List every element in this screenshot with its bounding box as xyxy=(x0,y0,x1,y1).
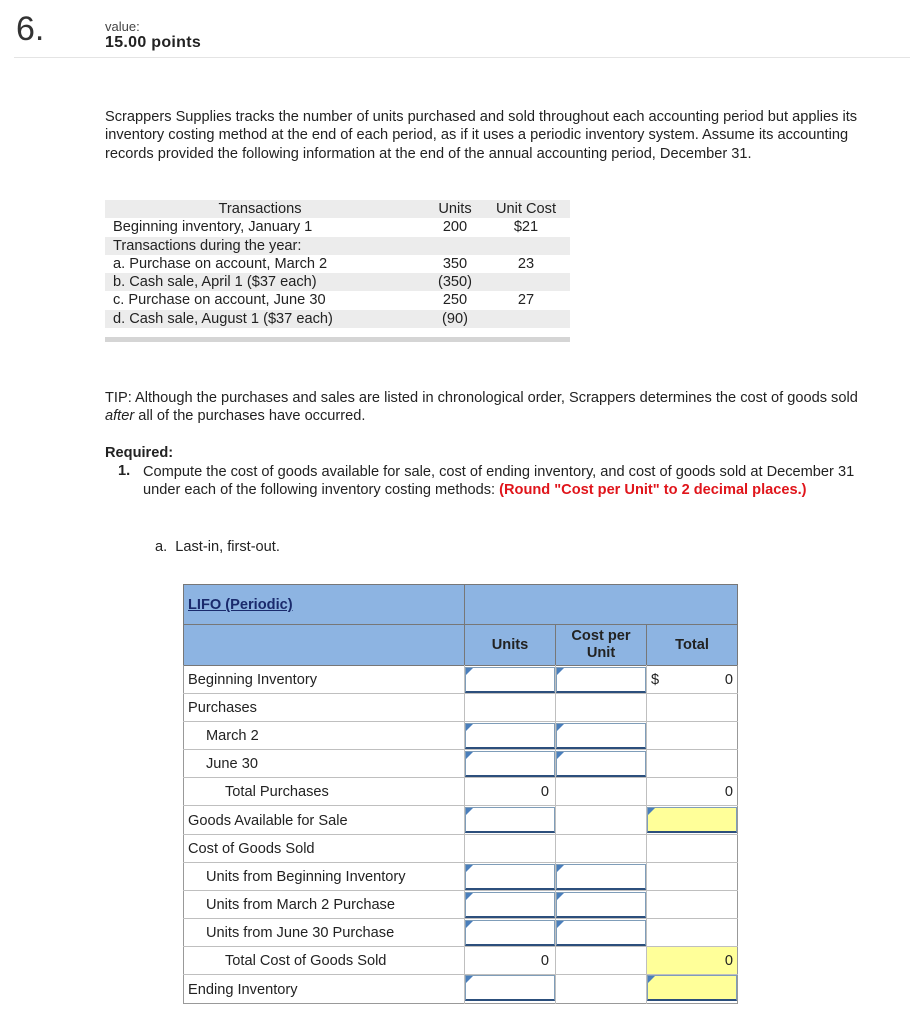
transaction-label: d. Cash sale, August 1 ($37 each) xyxy=(113,310,333,327)
header-divider xyxy=(14,57,910,58)
transaction-units: 250 xyxy=(442,292,468,309)
tip-text-end: all of the purchases have occurred. xyxy=(134,408,366,425)
total-header-cell xyxy=(646,624,738,666)
beginning-inventory-cost-input[interactable] xyxy=(556,667,646,693)
ending-inventory-total-input[interactable] xyxy=(647,975,737,1001)
goods-available-units-input[interactable] xyxy=(465,807,555,833)
table-row xyxy=(105,255,570,273)
june30-cost-input[interactable] xyxy=(556,751,646,777)
table-row xyxy=(105,218,570,236)
points-value: 15.00 points xyxy=(105,34,202,51)
cogs-june30-cost-input[interactable] xyxy=(556,920,646,946)
row-label-march2: March 2 xyxy=(206,728,259,744)
cogs-march2-cost-input[interactable] xyxy=(556,892,646,918)
cogs-march2-units-input[interactable] xyxy=(465,892,555,918)
row-label-units-from-june30: Units from June 30 Purchase xyxy=(206,925,395,941)
part-a-label: a. Last-in, first-out. xyxy=(155,539,280,555)
transactions-header-row xyxy=(105,200,570,218)
worksheet-subheader-left xyxy=(183,624,465,666)
row-label-beginning-inventory: Beginning Inventory xyxy=(188,672,317,688)
table-row xyxy=(105,291,570,309)
row-label-ending-inventory: Ending Inventory xyxy=(188,982,298,998)
worksheet-title: LIFO (Periodic) xyxy=(188,597,293,613)
value-label: value: xyxy=(105,19,140,34)
transaction-units: (90) xyxy=(442,310,468,327)
row-divider xyxy=(183,721,738,722)
row-label-total-purchases: Total Purchases xyxy=(225,784,329,800)
table-bottom-rule xyxy=(105,337,570,342)
total-header: Total xyxy=(675,637,709,653)
table-row xyxy=(105,273,570,291)
worksheet-header-right xyxy=(464,584,738,625)
transaction-cost: 27 xyxy=(517,292,535,309)
total-purchases-units: 0 xyxy=(540,784,549,800)
beginning-inventory-units-input[interactable] xyxy=(465,667,555,693)
transaction-label: Beginning inventory, January 1 xyxy=(113,219,313,236)
unit-cost-col-header: Unit Cost xyxy=(495,201,556,217)
transaction-units: 200 xyxy=(442,219,468,236)
tip-text xyxy=(105,389,875,426)
transaction-label: Transactions during the year: xyxy=(113,237,302,254)
required-item-text xyxy=(143,463,863,500)
transaction-units: 350 xyxy=(442,255,468,272)
transaction-label: b. Cash sale, April 1 ($37 each) xyxy=(113,274,317,291)
ending-inventory-units-input[interactable] xyxy=(465,975,555,1001)
row-label-purchases: Purchases xyxy=(188,700,257,716)
row-label-goods-available: Goods Available for Sale xyxy=(188,813,348,829)
rounding-note: (Round "Cost per Unit" to 2 decimal places.) xyxy=(499,482,807,499)
units-header: Units xyxy=(491,637,529,653)
tip-text-start: TIP: Although the purchases and sales are listed in chronological order, Scrappers determines the cost of goods sold xyxy=(105,390,858,406)
beginning-inventory-total: 0 xyxy=(724,672,733,688)
tip-emphasis: after xyxy=(105,408,135,425)
units-header-cell xyxy=(464,624,556,666)
cogs-june30-units-input[interactable] xyxy=(465,920,555,946)
row-label-cogs: Cost of Goods Sold xyxy=(188,841,315,857)
transaction-cost: $21 xyxy=(513,219,539,236)
worksheet-title-cell xyxy=(183,584,465,625)
cogs-beginning-cost-input[interactable] xyxy=(556,864,646,890)
transaction-cost: 23 xyxy=(517,255,535,272)
transactions-col-header: Transactions xyxy=(218,201,302,217)
required-heading: Required: xyxy=(105,445,174,461)
row-label-total-cogs: Total Cost of Goods Sold xyxy=(225,953,387,969)
total-purchases-total: 0 xyxy=(724,784,733,800)
required-item-number: 1. xyxy=(118,463,131,479)
question-number: 6. xyxy=(16,10,45,48)
cogs-beginning-units-input[interactable] xyxy=(465,864,555,890)
transaction-units: (350) xyxy=(437,274,473,291)
table-row xyxy=(105,310,570,328)
march2-cost-input[interactable] xyxy=(556,723,646,749)
lifo-worksheet xyxy=(183,584,738,1004)
total-cogs-units: 0 xyxy=(540,953,549,969)
cost-per-unit-header: Cost per Unit xyxy=(571,628,631,661)
cost-per-unit-header-cell xyxy=(555,624,647,666)
goods-available-total-input[interactable] xyxy=(647,807,737,833)
row-label-units-from-beginning: Units from Beginning Inventory xyxy=(206,869,406,885)
problem-intro: Scrappers Supplies tracks the number of units purchased and sold throughout each accounting period but applies its inventory costing method at the end of each period, as if it uses a periodic inventory system. Assume its accounting records provided the following information at the end of the annual accounting period, December 31. xyxy=(105,109,858,162)
transactions-table xyxy=(105,200,570,328)
required-instructions: Compute the cost of goods available for sale, cost of ending inventory, and cost of goods sold at December 31 under each of the following inventory costing methods: xyxy=(143,464,855,499)
march2-units-input[interactable] xyxy=(465,723,555,749)
total-cogs-total: 0 xyxy=(724,953,733,969)
row-label-june30: June 30 xyxy=(206,756,258,772)
row-divider xyxy=(183,749,738,750)
june30-units-input[interactable] xyxy=(465,751,555,777)
transaction-label: c. Purchase on account, June 30 xyxy=(113,292,326,309)
units-col-header: Units xyxy=(438,201,472,217)
row-label-units-from-march2: Units from March 2 Purchase xyxy=(206,897,395,913)
table-row xyxy=(105,237,570,255)
transaction-label: a. Purchase on account, March 2 xyxy=(113,255,328,272)
dollar-sign: $ xyxy=(651,672,660,688)
